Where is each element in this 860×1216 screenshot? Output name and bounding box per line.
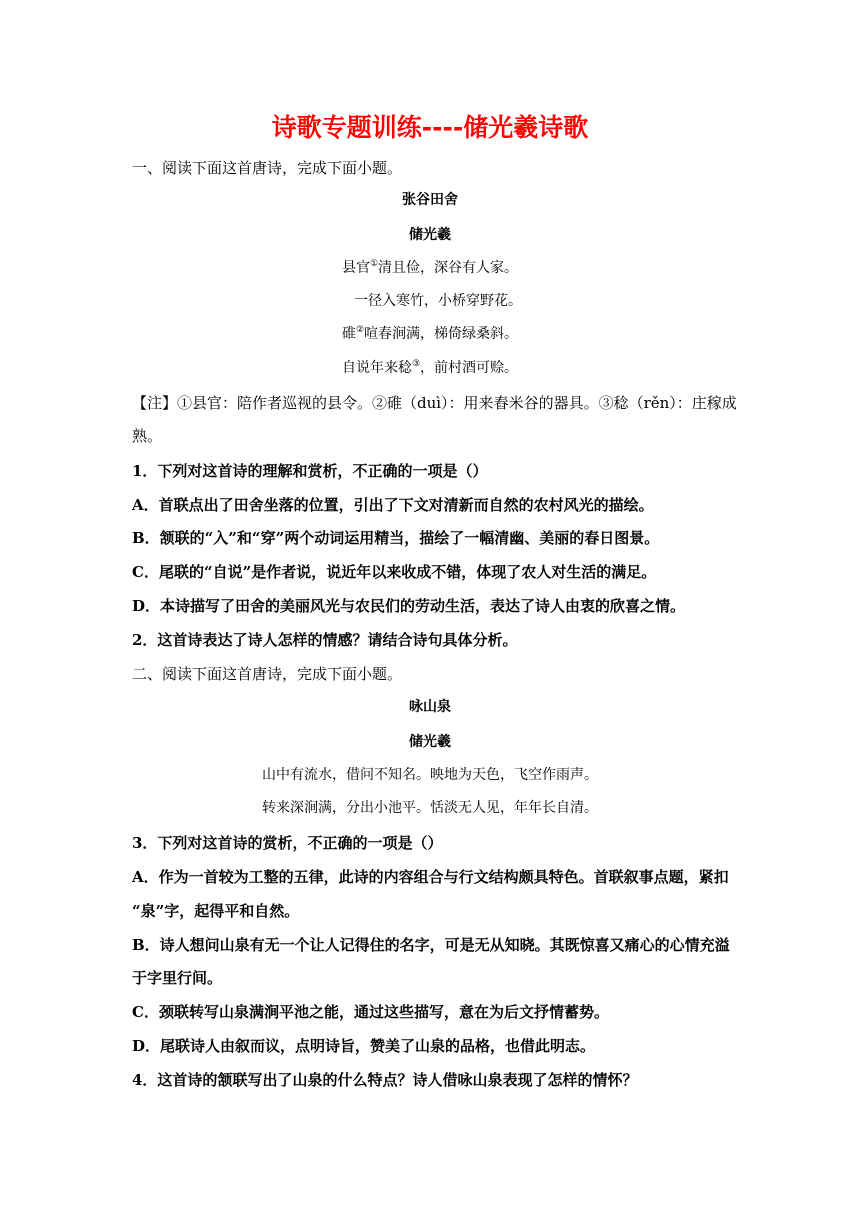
- q1-option-b: B．颔联的“入”和“穿”两个动词运用精当，描绘了一幅清幽、美丽的春日图景。: [132, 529, 660, 547]
- poem1-line-1: [0, 258, 860, 278]
- note-marker-1: ①: [369, 259, 379, 269]
- q3-option-b-line1: B．诗人想问山泉有无一个让人记得住的名字，可是无从知晓。其既惊喜又痛心的心情充溢: [132, 936, 730, 954]
- poem1-line-3-b: 喧春涧满，梯倚绿桑斜。: [364, 326, 519, 342]
- poem1-line-3-a: 碓: [341, 326, 356, 342]
- question-4: 4．这首诗的颔联写出了山泉的什么特点？诗人借咏山泉表现了怎样的情怀？: [132, 1071, 638, 1089]
- poem1-line-2: [8, 291, 860, 311]
- question-2: 2．这首诗表达了诗人怎样的情感？请结合诗句具体分析。: [132, 631, 518, 649]
- poem1-line-1-a: 县官: [341, 260, 370, 276]
- poem1-line-4-a: 自说年来稔: [341, 360, 412, 376]
- note-marker-3: ③: [411, 359, 421, 369]
- poem1-line-1-b: 清且俭，深谷有人家。: [378, 260, 519, 276]
- q1-option-d: D．本诗描写了田舍的美丽风光与农民们的劳动生活，表达了诗人由衷的欣喜之情。: [132, 597, 686, 615]
- page-title: 诗歌专题训练----储光羲诗歌: [271, 113, 589, 142]
- poem1-line-4: [0, 358, 860, 378]
- poem1-notes-line1: 【注】①县官：陪作者巡视的县令。②碓（duì）：用来舂米谷的器具。③稔（rěn）：庄稼成: [132, 394, 737, 412]
- q1-option-a: A．首联点出了田舍坐落的位置，引出了下文对清新而自然的农村风光的描绘。: [132, 496, 654, 514]
- poem1-author: 储光羲: [409, 227, 451, 243]
- q3-option-b-line2: 于字里行间。: [132, 969, 223, 987]
- poem1-line-4-b: ，前村酒可赊。: [420, 360, 519, 376]
- section1-intro: 一、阅读下面这首唐诗，完成下面小题。: [132, 159, 403, 177]
- poem1-title: 张谷田舍: [402, 192, 458, 208]
- poem2-line-1: 山中有流水，借问不知名。映地为天色，飞空作雨声。: [262, 767, 598, 783]
- q3-option-a-line2: “泉”字，起得平和自然。: [132, 902, 300, 920]
- q1-option-c: C．尾联的“自说”是作者说，说近年以来收成不错，体现了农人对生活的满足。: [132, 563, 657, 581]
- note-marker-2: ②: [355, 325, 365, 335]
- question-3: 3．下列对这首诗的赏析，不正确的一项是（）: [132, 834, 443, 852]
- q3-option-d: D．尾联诗人由叙而议，点明诗旨，赞美了山泉的品格，也借此明志。: [132, 1037, 596, 1055]
- poem2-line-2: 转来深涧满，分出小池平。恬淡无人见，年年长自清。: [262, 800, 598, 816]
- poem1-line-2-a: 一径入寒竹，小桥穿野花。: [354, 293, 522, 309]
- poem2-author: 储光羲: [409, 734, 451, 750]
- q3-option-c: C．颈联转写山泉满涧平池之能，通过这些描写，意在为后文抒情蓄势。: [132, 1003, 609, 1021]
- q3-option-a-line1: A．作为一首较为工整的五律，此诗的内容组合与行文结构颇具特色。首联叙事点题，紧扣: [132, 868, 729, 886]
- poem1-notes-line2: 熟。: [132, 427, 163, 445]
- poem2-title: 咏山泉: [409, 699, 451, 715]
- section2-intro: 二、阅读下面这首唐诗，完成下面小题。: [132, 665, 403, 683]
- question-1: 1．下列对这首诗的理解和赏析，不正确的一项是（）: [132, 462, 488, 480]
- poem1-line-3: [0, 324, 860, 344]
